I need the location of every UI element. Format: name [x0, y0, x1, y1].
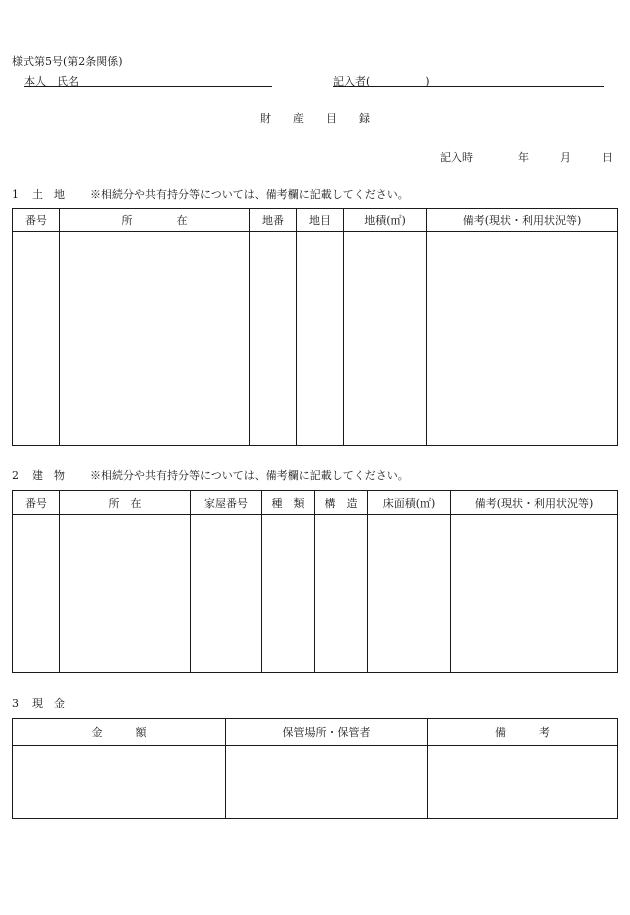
- page-title-text: 財 産 目 録: [260, 112, 370, 125]
- land-section-name: 土 地: [32, 188, 65, 201]
- cash-section-name: 現 金: [32, 697, 65, 710]
- land-table-header: [13, 209, 618, 232]
- building-cell-structure[interactable]: [315, 515, 368, 673]
- cash-header-remarks: 備 考: [428, 719, 618, 746]
- date-year: 年: [518, 151, 529, 164]
- land-section-heading: [12, 186, 409, 202]
- land-cell-number[interactable]: [13, 232, 60, 446]
- cash-table-row[interactable]: [13, 746, 618, 819]
- person-name-field[interactable]: [24, 73, 272, 87]
- cash-header-amount: 金 額: [13, 719, 226, 746]
- building-cell-number[interactable]: [13, 515, 60, 673]
- land-header-remarks: 備考(現状・利用状況等): [427, 209, 618, 232]
- building-header-house-number: 家屋番号: [191, 491, 262, 515]
- land-header-lot-number: 地番: [250, 209, 297, 232]
- building-section-name: 建 物: [32, 469, 65, 482]
- building-cell-house-number[interactable]: [191, 515, 262, 673]
- building-cell-remarks[interactable]: [451, 515, 618, 673]
- building-cell-floor-area[interactable]: [368, 515, 451, 673]
- date-day: 日: [602, 151, 613, 164]
- recorder-label: 記入者( ): [333, 75, 430, 88]
- land-table-row[interactable]: [13, 232, 618, 446]
- building-table-header: [13, 491, 618, 515]
- land-cell-remarks[interactable]: [427, 232, 618, 446]
- cash-section-heading: [12, 695, 90, 711]
- date-month: 月: [560, 151, 571, 164]
- building-header-structure: 構 造: [315, 491, 368, 515]
- date-label: 記入時: [440, 151, 473, 164]
- form-number: 様式第5号(第2条関係): [12, 55, 123, 68]
- land-header-land-category: 地目: [297, 209, 344, 232]
- land-cell-area[interactable]: [344, 232, 427, 446]
- cash-cell-amount[interactable]: [13, 746, 226, 819]
- building-table-row[interactable]: [13, 515, 618, 673]
- cash-table: [12, 718, 618, 819]
- building-section-number: 2: [12, 469, 19, 482]
- building-section-note: ※相続分や共有持分等については、備考欄に記載してください。: [90, 469, 409, 482]
- date-line: [440, 149, 613, 165]
- land-section-number: 1: [12, 188, 19, 201]
- land-section-note: ※相続分や共有持分等については、備考欄に記載してください。: [90, 188, 409, 201]
- cash-header-storage-place: 保管場所・保管者: [226, 719, 428, 746]
- cash-section-number: 3: [12, 697, 19, 710]
- recorder-field[interactable]: [333, 73, 604, 87]
- building-header-remarks: 備考(現状・利用状況等): [451, 491, 618, 515]
- cash-cell-storage-place[interactable]: [226, 746, 428, 819]
- land-cell-location[interactable]: [60, 232, 250, 446]
- building-table: [12, 490, 618, 673]
- building-section-heading: [12, 467, 409, 483]
- cash-cell-remarks[interactable]: [428, 746, 618, 819]
- page-title: [0, 110, 630, 126]
- building-cell-location[interactable]: [60, 515, 191, 673]
- land-header-number: 番号: [13, 209, 60, 232]
- building-header-type: 種 類: [262, 491, 315, 515]
- building-header-number: 番号: [13, 491, 60, 515]
- building-cell-type[interactable]: [262, 515, 315, 673]
- land-header-location: 所 在: [60, 209, 250, 232]
- building-header-floor-area: 床面積(㎡): [368, 491, 451, 515]
- cash-table-header: [13, 719, 618, 746]
- land-cell-lot-number[interactable]: [250, 232, 297, 446]
- land-cell-land-category[interactable]: [297, 232, 344, 446]
- land-header-area: 地積(㎡): [344, 209, 427, 232]
- person-name-label: 本人 氏名: [24, 75, 79, 88]
- building-header-location: 所 在: [60, 491, 191, 515]
- land-table: [12, 208, 618, 446]
